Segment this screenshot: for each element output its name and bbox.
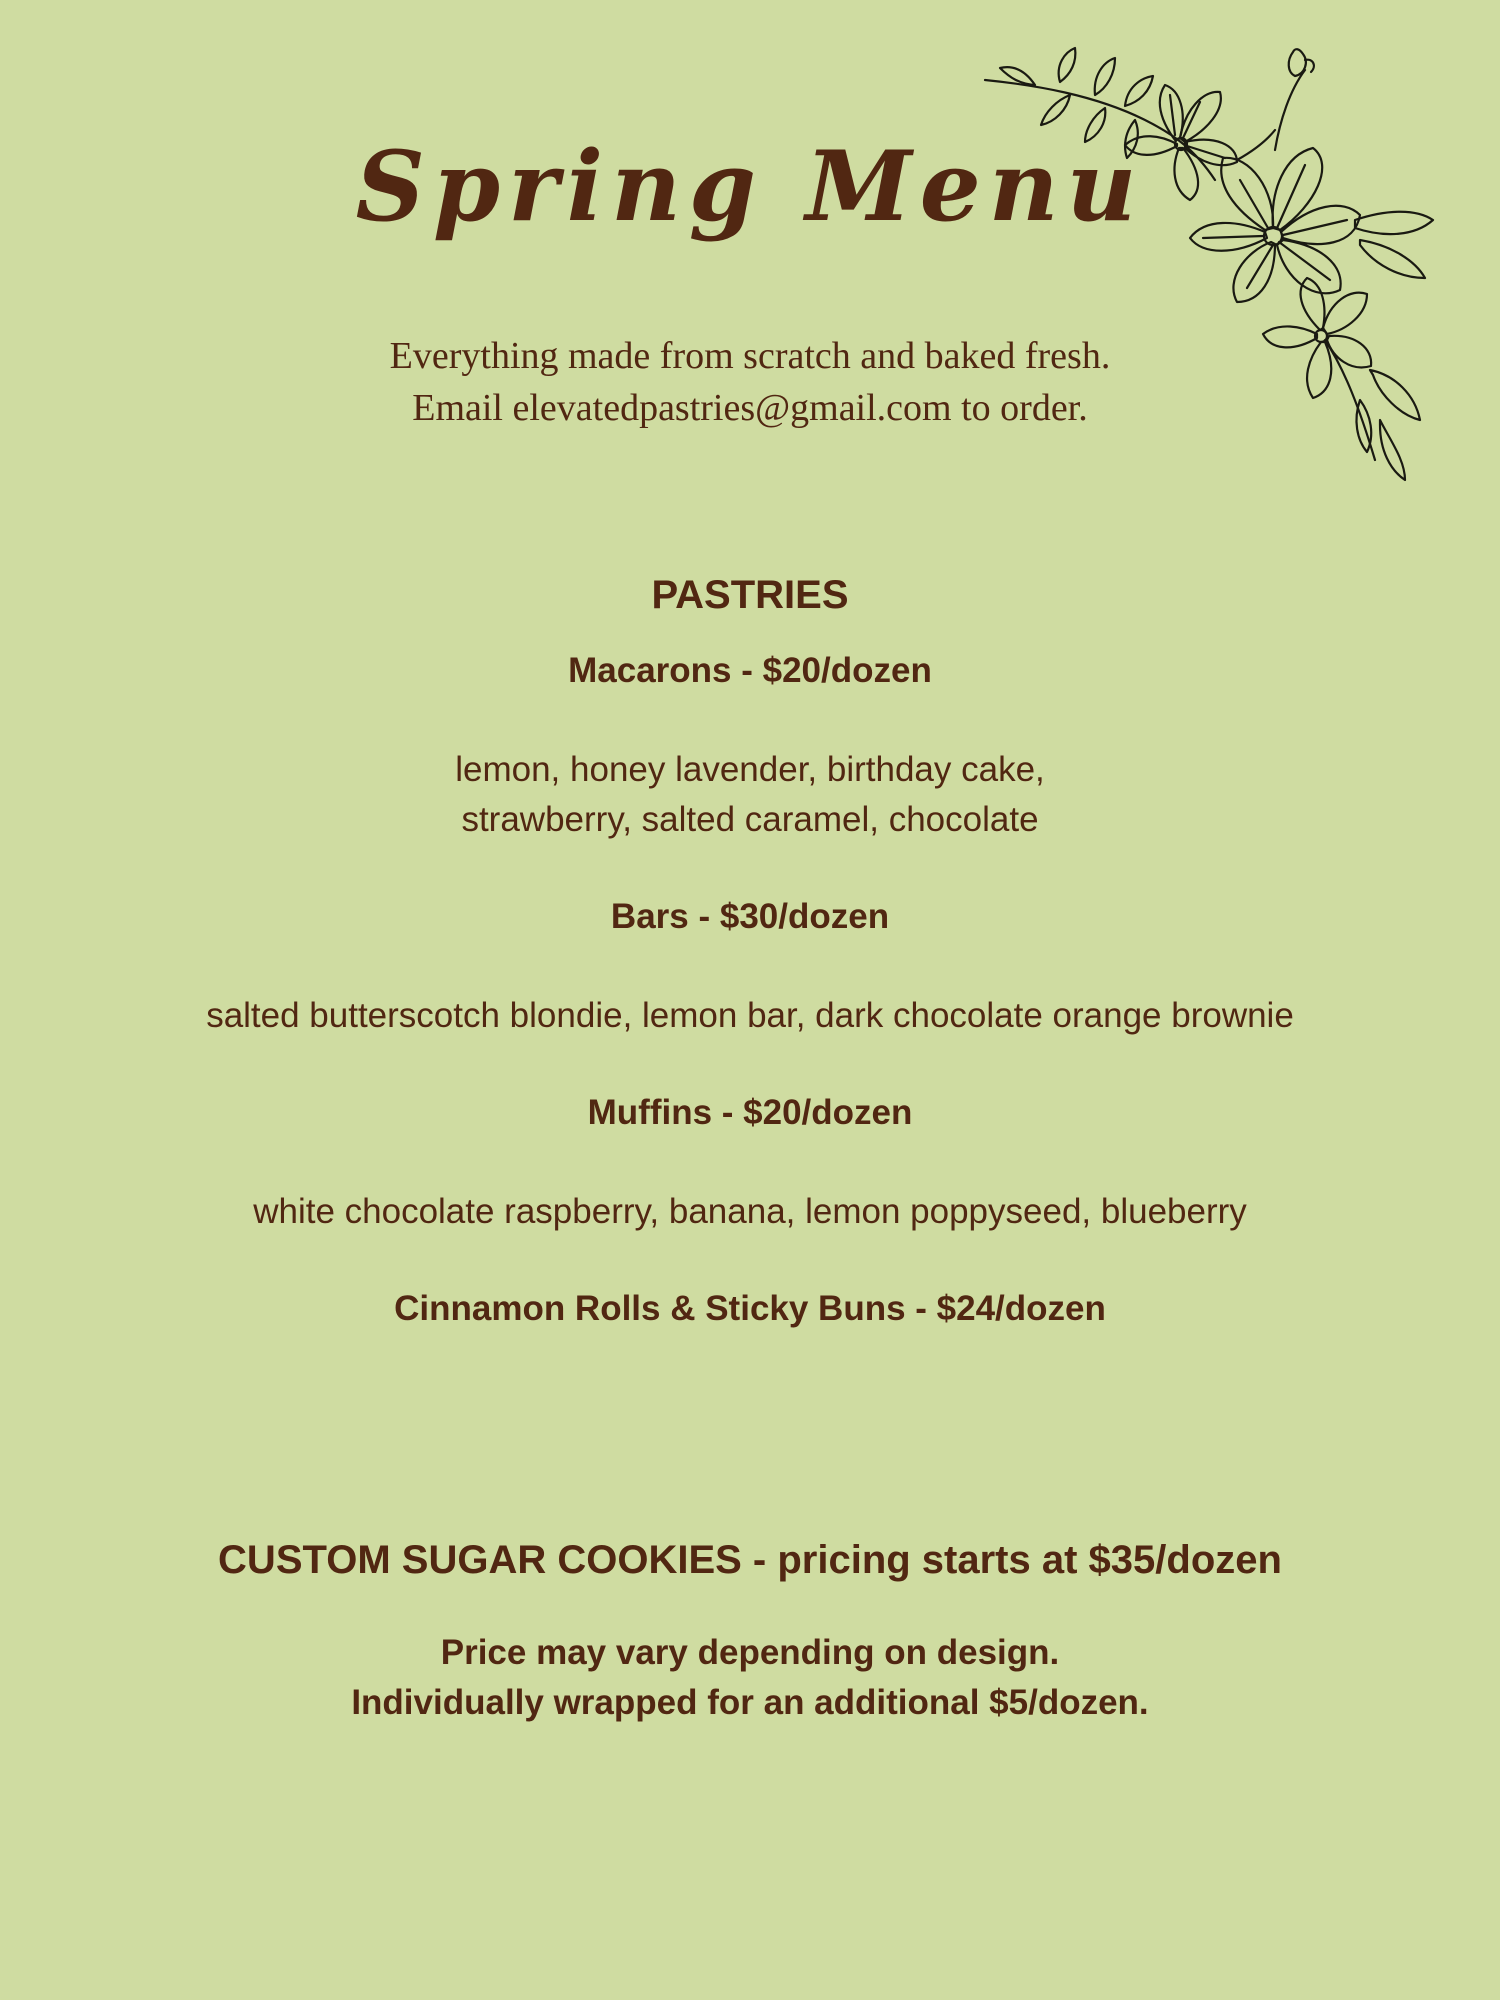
pastries-heading: PASTRIES [651, 573, 849, 617]
custom-cookies-heading: CUSTOM SUGAR COOKIES - pricing starts at $35/dozen [218, 1538, 1282, 1582]
menu-item-title: Macarons - $20/dozen [568, 651, 932, 690]
custom-cookies-note-1: Price may vary depending on design. [440, 1633, 1060, 1672]
menu-item-title: Muffins - $20/dozen [587, 1093, 913, 1132]
custom-cookies-section [0, 1530, 1500, 1728]
intro-text [0, 330, 1500, 434]
menu-item-title: Bars - $30/dozen [610, 897, 890, 936]
custom-cookies-note-2: Individually wrapped for an additional $5/dozen. [351, 1683, 1149, 1722]
menu-item-desc: strawberry, salted caramel, chocolate [461, 800, 1039, 839]
menu-item-bars [0, 893, 1500, 1041]
menu-item-desc: white chocolate raspberry, banana, lemon poppyseed, blueberry [253, 1192, 1247, 1231]
menu-item-desc: salted butterscotch blondie, lemon bar, dark chocolate orange brownie [206, 996, 1294, 1035]
menu-item-cinnamon-rolls [0, 1285, 1500, 1333]
intro-line-2: Email elevatedpastries@gmail.com to order. [412, 387, 1088, 429]
menu-item-desc: lemon, honey lavender, birthday cake, [455, 750, 1045, 789]
menu-item-macarons [0, 647, 1500, 845]
intro-line-1: Everything made from scratch and baked fresh. [389, 335, 1111, 377]
pastries-section [0, 565, 1500, 1333]
menu-item-muffins [0, 1089, 1500, 1237]
menu-item-title: Cinnamon Rolls & Sticky Buns - $24/dozen [394, 1289, 1106, 1328]
page-title: Spring Menu [355, 130, 1145, 243]
